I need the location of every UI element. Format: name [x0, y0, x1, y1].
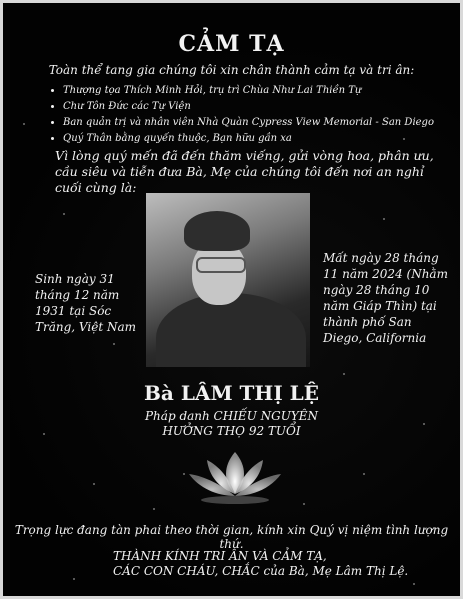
list-item: • Ban quản trị và nhân viên Nhà Quàn Cypress View Memorial - San Diego	[63, 115, 434, 131]
closing-text: Trọng lực đang tàn phai theo thời gian, kính xin Quý vị niệm tình lượng thứ.	[14, 523, 449, 551]
intro-text: Toàn thể tang gia chúng tôi xin chân thành cảm tạ và tri ân:	[48, 63, 415, 77]
deceased-name: Bà LÂM THỊ LỆ	[144, 381, 319, 405]
signature-block	[113, 549, 408, 579]
list-item: • Chư Tôn Đức các Tự Viện	[63, 99, 434, 115]
signature-line: CÁC CON CHÁU, CHẮC của Bà, Mẹ Lâm Thị Lệ.	[113, 564, 409, 578]
body-text: Vì lòng quý mến đã đến thăm viếng, gửi vòng hoa, phân ưu, cầu siêu và tiễn đưa Bà, Mẹ của chúng tôi đến nơi an nghỉ cuối cùng là:	[55, 148, 434, 195]
age-line: HƯỞNG THỌ 92 TUỔI	[162, 424, 301, 438]
birth-info: Sinh ngày 31 tháng 12 năm 1931 tại Sóc Trăng, Việt Nam	[35, 272, 136, 334]
dharma-name	[3, 409, 460, 439]
page-title: CẢM TẠ	[178, 31, 285, 57]
dharma-name-line: Pháp danh CHIẾU NGUYÊN	[144, 409, 318, 423]
lotus-icon	[183, 448, 287, 506]
thanks-list	[49, 83, 434, 147]
signature-line: THÀNH KÍNH TRI ÂN VÀ CẢM TẠ,	[113, 549, 327, 563]
portrait-photo	[146, 193, 310, 367]
list-item: • Quý Thân bằng quyến thuộc, Bạn hữu gần xa	[63, 131, 434, 147]
death-info: Mất ngày 28 tháng 11 năm 2024 (Nhằm ngày 28 tháng 10 năm Giáp Thìn) tại thành phố San Diego, California	[323, 251, 448, 345]
list-item: • Thượng tọa Thích Minh Hỏi, trụ trì Chùa Như Lai Thiền Tự	[63, 83, 434, 99]
